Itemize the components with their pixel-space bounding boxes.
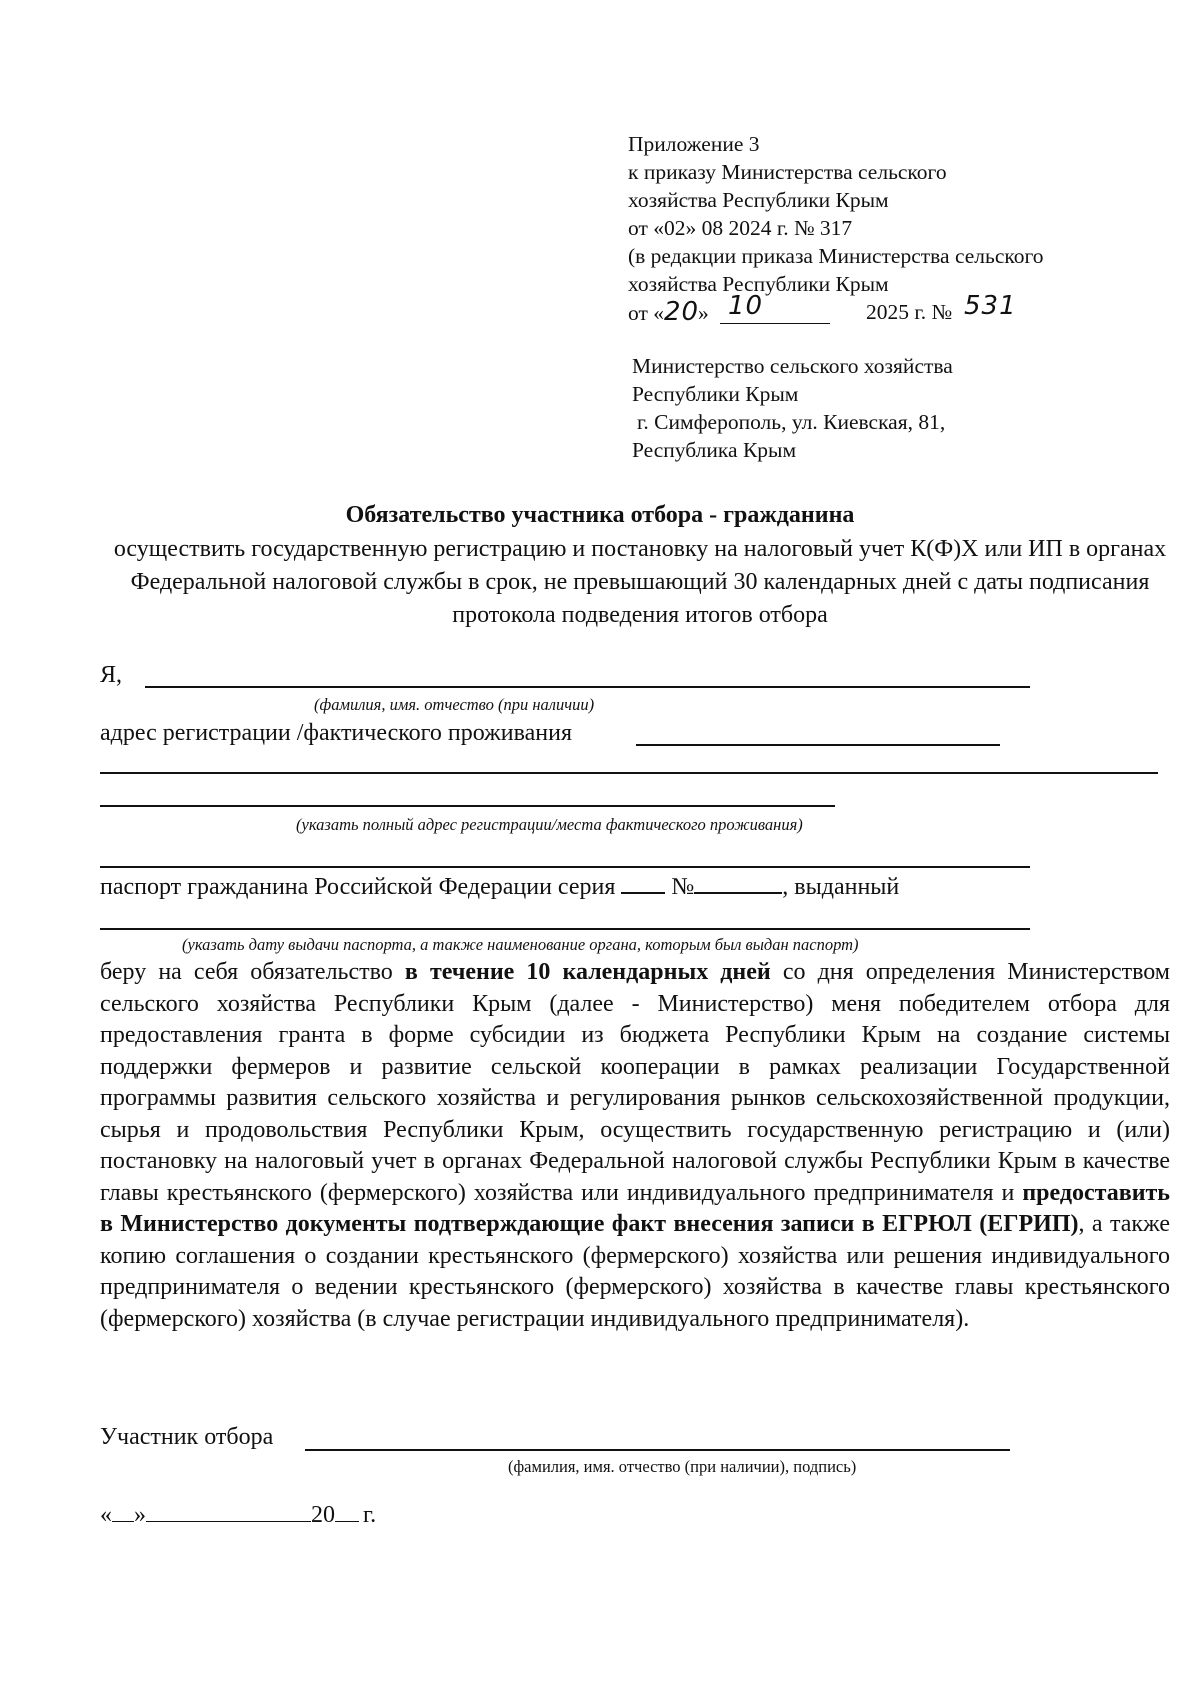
passport-number-blank [694,892,782,894]
participant-label: Участник отбора [100,1424,274,1450]
passport-issued-line [100,928,1030,930]
document-subtitle: осуществить государственную регистрацию и постановку на налоговый учет К(Ф)Х или ИП в органах Федеральной налоговой службы в срок, не превышающий 30 календарных дней с даты подписания протокола подведения итогов отбора [113,536,1167,628]
handwritten-order-number: 531 [964,291,1017,321]
appendix-line: от «02» 08 2024 г. № 317 [628,216,853,240]
appendix-line: Приложение 3 [628,132,760,156]
address-line-1 [636,744,1000,746]
appendix-line: хозяйства Республики Крым [628,188,889,212]
body-bold-deadline: в течение 10 календарных дней [404,959,771,985]
date-prefix: от « [628,301,664,325]
address-caption: (указать полный адрес регистрации/места фактического проживания) [296,815,803,834]
body-text: , а также копию соглашения о создании крестьянского (фермерского) хозяйства или решения индивидуального предпринимателя о ведении крестьянского (фермерского) хозяйства в качестве главы крестьянского (фермерского) хозяйства (в случае регистрации индивидуального предпринимателя). [100,1211,1171,1332]
date-mid: » [698,301,709,325]
month-blank [146,1521,311,1522]
appendix-date-line [628,291,1044,327]
address-line-2 [100,772,1158,774]
body-bold-documents: предоставить в Министерство документы подтверждающие факт внесения записи в ЕГРЮЛ (ЕГРИП) [100,1179,1170,1237]
addressee-line: г. Симферополь, ул. Киевская, 81, [637,410,946,434]
passport-number-sign: № [671,874,695,900]
addressee-line: Республики Крым [632,382,799,406]
addressee-line: Республика Крым [632,438,797,462]
passport-issued: , выданный [782,874,900,900]
passport-series-blank [621,892,665,894]
address-line-3 [100,805,835,807]
date-year: 2025 г. № [866,300,953,324]
address-label: адрес регистрации /фактического проживания [100,720,572,746]
handwritten-month: 10 [728,291,764,321]
signature-date-line [100,1502,376,1529]
fio-line [145,686,1030,688]
fio-caption: (фамилия, имя. отчество (при наличии) [314,695,595,714]
passport-line [100,874,899,901]
participant-signature-line [305,1449,1010,1451]
appendix-line: хозяйства Республики Крым [628,272,889,296]
day-blank [112,1521,134,1522]
passport-label: паспорт гражданина Российской Федерации серия [100,874,616,900]
ya-label: Я, [100,662,123,688]
passport-top-line [100,866,1030,868]
month-underline [720,323,830,324]
commitment-paragraph [100,957,1170,1335]
addressee-line: Министерство сельского хозяйства [632,354,953,378]
appendix-line: (в редакции приказа Министерства сельского [628,244,1044,268]
participant-caption: (фамилия, имя. отчество (при наличии), подпись) [508,1457,857,1476]
handwritten-day: 20 [664,297,700,327]
year-prefix: 20 [311,1502,335,1528]
document-title: Обязательство участника отбора - гражданина [345,502,855,528]
year-blank [335,1521,359,1522]
date-close-quote: » [134,1502,146,1528]
addressee-block [632,352,953,464]
date-open-quote: « [100,1502,112,1528]
body-text: беру на себя обязательство [100,959,405,985]
appendix-header [628,130,1044,326]
passport-caption: (указать дату выдачи паспорта, а также наименование органа, которым был выдан паспорт) [182,935,859,954]
year-suffix: г. [363,1502,377,1528]
body-text: со дня определения Министерством сельского хозяйства Республики Крым (далее - Министерство) меня победителем отбора для предоставления гранта в форме субсидии из бюджета Республики Крым на создание системы поддержки фермеров и развитие сельской кооперации в рамках реализации Государственной программы развития сельского хозяйства и регулирования рынков сельскохозяйственной продукции, сырья и продовольствия Республики Крым, осуществить государственную регистрацию и (или) постановку на налоговый учет в органах Федеральной налоговой службы Республики Крым в качестве главы крестьянского (фермерского) хозяйства или индивидуального предпринимателя и [100,959,1170,1206]
appendix-line: к приказу Министерства сельского [628,160,947,184]
